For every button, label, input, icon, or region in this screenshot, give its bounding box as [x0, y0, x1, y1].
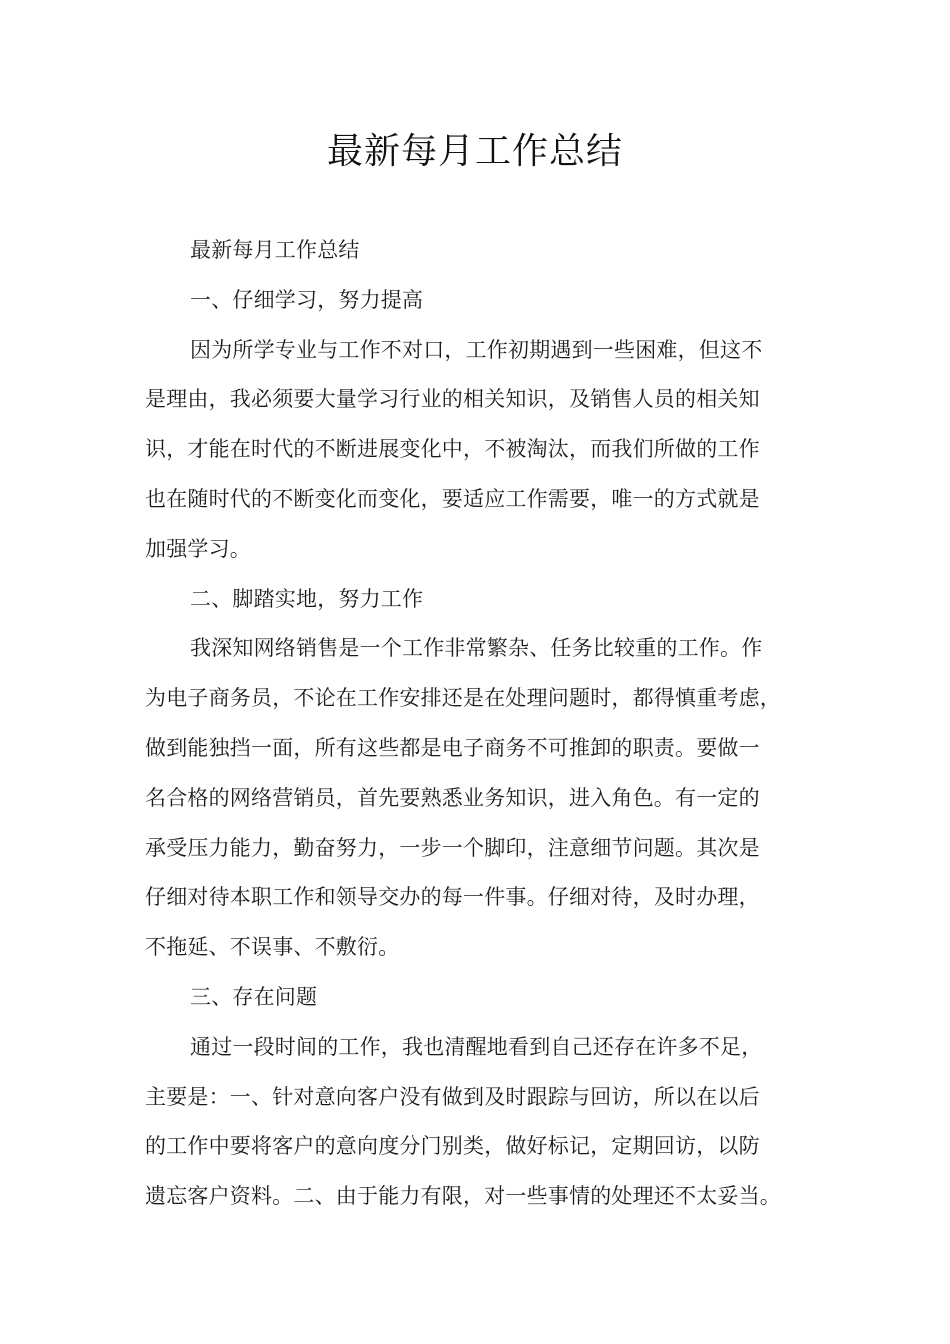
- text-line: 遗忘客户资料。二、由于能力有限，对一些事情的处理还不太妥当。: [145, 1184, 781, 1209]
- text-line: 最新每月工作总结: [190, 238, 360, 262]
- text-line: 因为所学专业与工作不对口，工作初期遇到一些困难，但这不: [190, 337, 763, 362]
- paragraph-section-2: [145, 624, 825, 973]
- paragraph-section-1: [145, 326, 825, 575]
- text-line: 承受压力能力，勤奋努力，一步一个脚印，注意细节问题。其次是: [145, 835, 760, 860]
- text-line: 二、脚踏实地，努力工作: [190, 586, 424, 611]
- heading-section-2: [145, 575, 825, 625]
- document-title: 最新每月工作总结: [326, 131, 623, 172]
- document-body: [145, 226, 825, 1222]
- heading-section-3: [145, 973, 825, 1023]
- text-line: 加强学习。: [145, 536, 251, 561]
- text-line: 三、存在问题: [190, 984, 318, 1009]
- text-line: 也在随时代的不断变化而变化，要适应工作需要，唯一的方式就是: [145, 486, 760, 511]
- paragraph-subtitle: [145, 226, 825, 276]
- text-line: 识，才能在时代的不断进展变化中，不被淘汰，而我们所做的工作: [145, 437, 760, 462]
- text-line: 主要是：一、针对意向客户没有做到及时跟踪与回访，所以在以后: [145, 1084, 760, 1109]
- text-line: 我深知网络销售是一个工作非常繁杂、任务比较重的工作。作: [190, 636, 763, 661]
- heading-section-1: [145, 276, 825, 326]
- text-line: 名合格的网络营销员，首先要熟悉业务知识，进入角色。有一定的: [145, 785, 760, 810]
- text-line: 为电子商务员，不论在工作安排还是在处理问题时，都得慎重考虑，: [145, 686, 781, 711]
- text-line: 仔细对待本职工作和领导交办的每一件事。仔细对待，及时办理，: [145, 885, 760, 910]
- text-line: 是理由，我必须要大量学习行业的相关知识，及销售人员的相关知: [145, 387, 760, 412]
- text-line: 的工作中要将客户的意向度分门别类，做好标记，定期回访，以防: [145, 1134, 760, 1159]
- text-line: 通过一段时间的工作，我也清醒地看到自己还存在许多不足，: [190, 1034, 763, 1059]
- paragraph-section-3: [145, 1023, 825, 1222]
- text-line: 一、仔细学习，努力提高: [190, 287, 424, 312]
- text-line: 做到能独挡一面，所有这些都是电子商务不可推卸的职责。要做一: [145, 735, 760, 760]
- text-line: 不拖延、不误事、不敷衍。: [145, 935, 400, 960]
